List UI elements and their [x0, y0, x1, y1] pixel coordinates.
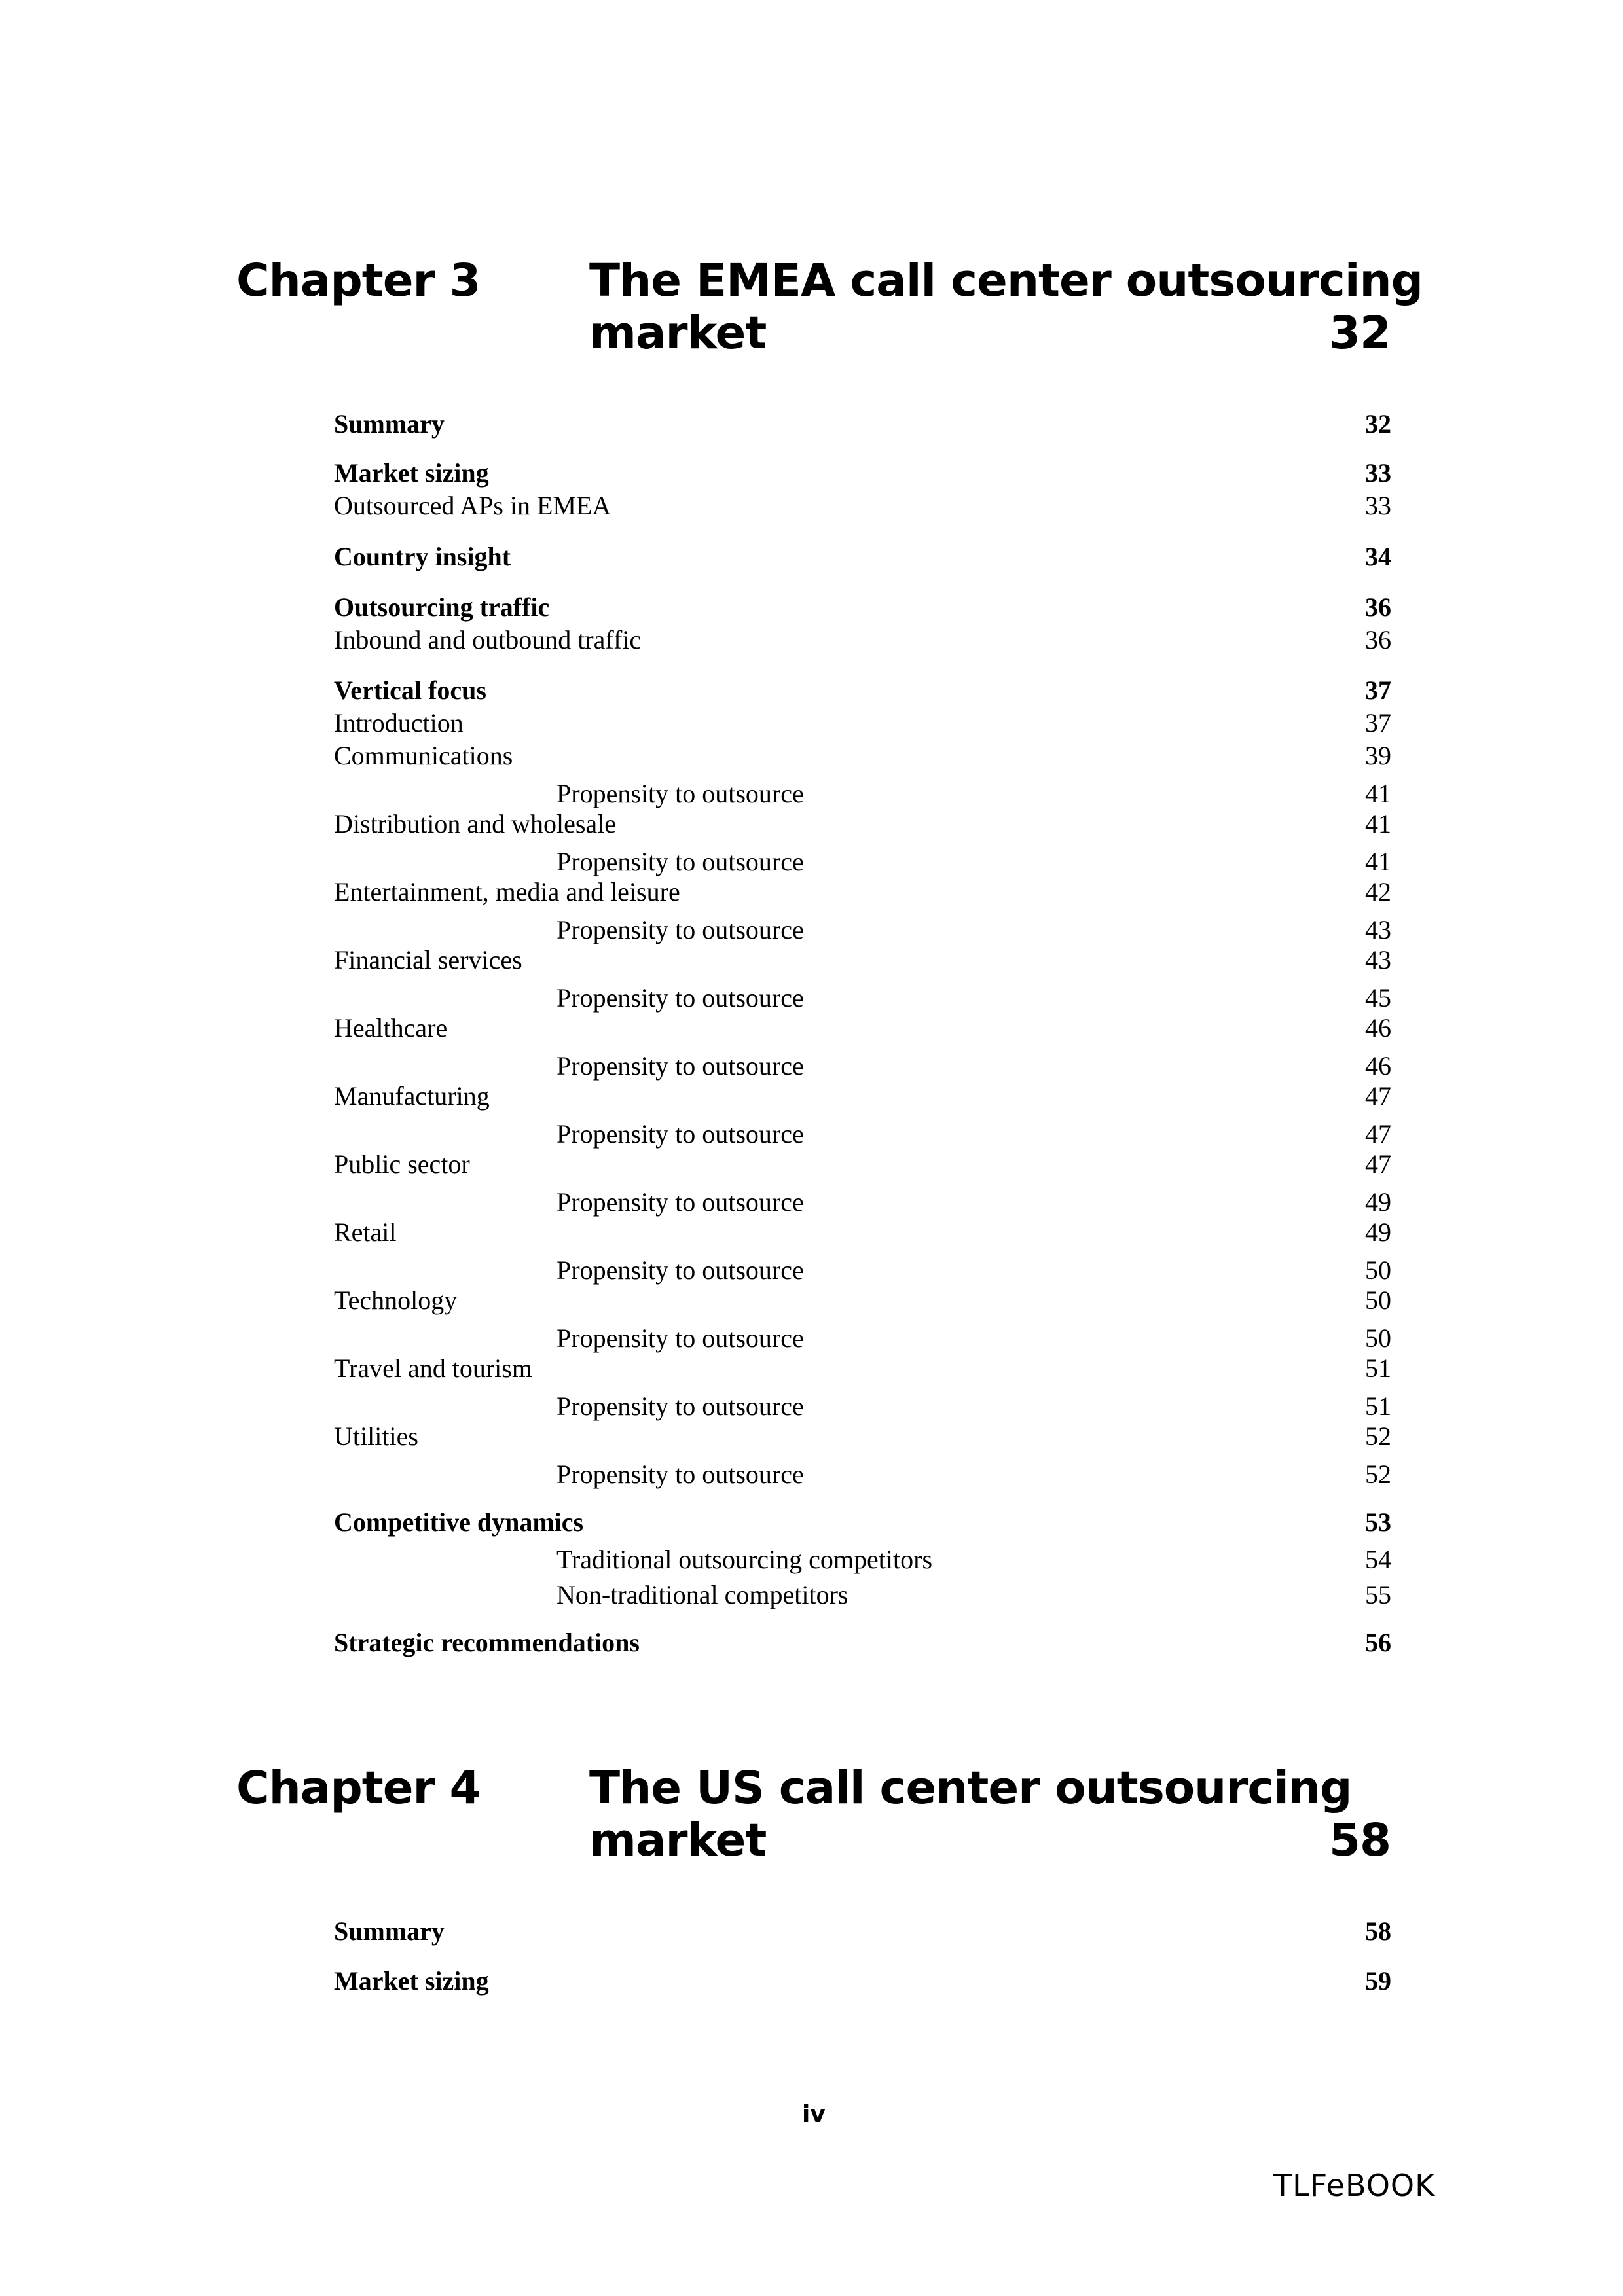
toc-entry-page: 50 [1365, 1285, 1391, 1315]
toc-entry-page: 47 [1365, 1119, 1391, 1149]
toc-entry [334, 943, 1391, 977]
toc-entry-title: Healthcare [334, 1013, 448, 1043]
toc-entry-page: 42 [1365, 877, 1391, 906]
toc-entry-page: 36 [1365, 592, 1391, 622]
toc-entry [334, 1543, 1391, 1577]
toc-entry-page: 55 [1365, 1580, 1391, 1609]
toc-entry-title: Travel and tourism [334, 1354, 532, 1383]
toc-entry-page: 49 [1365, 1187, 1391, 1217]
toc-entry-page: 52 [1365, 1460, 1391, 1489]
toc-entry-title: Manufacturing [334, 1081, 490, 1111]
toc-entry-page: 37 [1365, 675, 1391, 705]
toc-entry-page: 47 [1365, 1149, 1391, 1179]
toc-entry-title: Utilities [334, 1422, 418, 1451]
toc-entry-title: Traditional outsourcing competitors [556, 1545, 933, 1574]
toc-entry-title: Retail [334, 1217, 397, 1247]
toc-entry-page: 32 [1365, 409, 1391, 439]
toc-entry-page: 52 [1365, 1422, 1391, 1451]
toc-entry-page: 43 [1365, 945, 1391, 975]
toc-entry [334, 845, 1391, 879]
toc-entry-title: Propensity to outsource [556, 1187, 804, 1217]
toc-entry [334, 1420, 1391, 1454]
toc-entry-title: Strategic recommendations [334, 1628, 640, 1657]
toc-entry [334, 623, 1391, 657]
toc-entry [334, 1964, 1391, 1998]
watermark: TLFeBOOK [1273, 2168, 1436, 2203]
chapter-4-title-line2: market [589, 1814, 767, 1867]
toc-entry-title: Outsourcing traffic [334, 592, 550, 622]
toc-entry [334, 1914, 1391, 1948]
page-folio: iv [802, 2101, 826, 2128]
toc-entry-page: 43 [1365, 915, 1391, 944]
toc-entry [334, 1079, 1391, 1113]
toc-entry [334, 1578, 1391, 1612]
toc-entry-page: 50 [1365, 1255, 1391, 1285]
toc-entry [334, 489, 1391, 523]
toc-entry-page: 47 [1365, 1081, 1391, 1111]
toc-entry [334, 1253, 1391, 1287]
chapter-3-page: 32 [1328, 307, 1391, 359]
toc-entry-title: Summary [334, 1916, 445, 1946]
toc-entry-page: 46 [1365, 1013, 1391, 1043]
toc-entry [334, 456, 1391, 490]
toc-entry-title: Propensity to outsource [556, 983, 804, 1013]
toc-entry-title: Introduction [334, 708, 464, 738]
toc-entry-page: 58 [1365, 1916, 1391, 1946]
toc-entry-title: Propensity to outsource [556, 915, 804, 944]
toc-entry-page: 53 [1365, 1507, 1391, 1537]
toc-entry [334, 1626, 1391, 1660]
toc-entry [334, 1283, 1391, 1318]
toc-entry-page: 46 [1365, 1051, 1391, 1081]
toc-entry-page: 37 [1365, 708, 1391, 738]
chapter-4-title-line1: The US call center outsourcing [589, 1762, 1352, 1814]
toc-entry-title: Outsourced APs in EMEA [334, 491, 611, 520]
toc-entry [334, 706, 1391, 740]
chapter-4-label: Chapter 4 [236, 1762, 481, 1814]
toc-entry-title: Propensity to outsource [556, 1051, 804, 1081]
toc-entry-page: 34 [1365, 542, 1391, 571]
toc-entry-title: Public sector [334, 1149, 470, 1179]
toc-entry-title: Technology [334, 1285, 458, 1315]
toc-entry [334, 1147, 1391, 1181]
toc-entry-page: 45 [1365, 983, 1391, 1013]
toc-entry-title: Communications [334, 741, 513, 770]
toc-entry [334, 590, 1391, 624]
toc-entry [334, 1215, 1391, 1249]
toc-entry [334, 1321, 1391, 1355]
toc-entry-page: 49 [1365, 1217, 1391, 1247]
toc-entry-title: Financial services [334, 945, 522, 975]
toc-entry-title: Market sizing [334, 1966, 489, 1996]
toc-entry-title: Propensity to outsource [556, 1460, 804, 1489]
toc-entry-title: Propensity to outsource [556, 1255, 804, 1285]
toc-entry-page: 41 [1365, 779, 1391, 808]
toc-entry-title: Distribution and wholesale [334, 809, 617, 838]
toc-entry-page: 54 [1365, 1545, 1391, 1574]
toc-entry-title: Inbound and outbound traffic [334, 625, 642, 655]
toc-entry-page: 41 [1365, 809, 1391, 838]
toc-entry-title: Country insight [334, 542, 511, 571]
toc-entry [334, 673, 1391, 708]
toc-entry [334, 1352, 1391, 1386]
toc-entry-title: Entertainment, media and leisure [334, 877, 680, 906]
toc-entry [334, 777, 1391, 811]
chapter-3-label: Chapter 3 [236, 255, 481, 307]
chapter-3-title-line2: market [589, 307, 767, 359]
toc-entry-page: 56 [1365, 1628, 1391, 1657]
toc-entry-page: 51 [1365, 1354, 1391, 1383]
chapter-3-title-line1: The EMEA call center outsourcing [589, 255, 1423, 307]
toc-entry-title: Propensity to outsource [556, 1323, 804, 1353]
toc-entry [334, 407, 1391, 441]
toc-entry-page: 51 [1365, 1391, 1391, 1421]
toc-entry-title: Competitive dynamics [334, 1507, 584, 1537]
toc-entry-page: 41 [1365, 847, 1391, 876]
toc-entry-page: 36 [1365, 625, 1391, 655]
toc-entry [334, 739, 1391, 773]
toc-entry-title: Propensity to outsource [556, 779, 804, 808]
toc-entry [334, 1505, 1391, 1539]
toc-entry-title: Propensity to outsource [556, 1119, 804, 1149]
toc-entry-title: Propensity to outsource [556, 847, 804, 876]
toc-entry [334, 1458, 1391, 1492]
toc-entry-page: 33 [1365, 458, 1391, 488]
chapter-4-page: 58 [1328, 1814, 1391, 1867]
toc-entry-title: Market sizing [334, 458, 489, 488]
toc-entry [334, 1117, 1391, 1151]
toc-entry-title: Propensity to outsource [556, 1391, 804, 1421]
toc-entry-page: 39 [1365, 741, 1391, 770]
toc-entry-page: 59 [1365, 1966, 1391, 1996]
toc-entry [334, 1390, 1391, 1424]
toc-entry [334, 807, 1391, 841]
toc-entry-page: 50 [1365, 1323, 1391, 1353]
toc-entry-page: 33 [1365, 491, 1391, 520]
toc-entry [334, 875, 1391, 909]
toc-entry [334, 1011, 1391, 1045]
toc-entry [334, 1049, 1391, 1083]
toc-entry-title: Summary [334, 409, 445, 439]
toc-entry-title: Non-traditional competitors [556, 1580, 848, 1609]
toc-entry [334, 540, 1391, 574]
toc-entry [334, 981, 1391, 1015]
toc-entry [334, 1185, 1391, 1219]
toc-entry-title: Vertical focus [334, 675, 486, 705]
toc-entry [334, 913, 1391, 947]
